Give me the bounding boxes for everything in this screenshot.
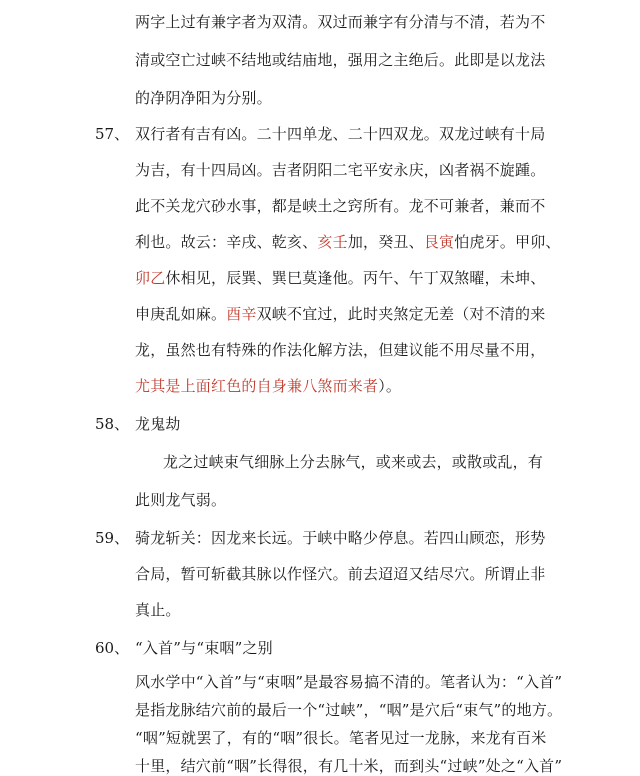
item-60-line-3: “咽”短就罢了，有的“咽”很长。笔者见过一龙脉，来龙有百米 [135,729,547,747]
item-57-line-6-a: 申庚乱如麻。 [135,305,227,323]
item-57-line-2: 为吉，有十四局凶。吉者阴阳二宅平安永庆，凶者祸不旋踵。 [135,161,546,179]
item-60-line-4: 十里，结穴前“咽”长得很，有几十米，而到头“过峡”处之“入首” [135,757,563,775]
item-60-line-2: 是指龙脉结穴前的最后一个“过峡”，“咽”是穴后“束气”的地方。 [135,701,563,719]
item-59-line-2: 合局，暂可斩截其脉以作怪穴。前去迢迢又结尽穴。所谓止非 [135,565,546,583]
highlight-hai-ren: 亥壬 [317,233,348,251]
item-57-number: 57、 [95,125,130,143]
item-57-line-5-b: 休相见，辰巽、巽巳莫逢他。丙午、午丁双煞曜，未坤、 [165,269,546,287]
intro-line-1: 两字上过有兼字者为双清。双过而兼字有分清与不清，若为不 [135,13,546,31]
item-57-line-4-b: 加，癸丑、 [347,233,424,251]
intro-line-3: 的净阴净阳为分别。 [135,89,272,107]
highlight-you-xin: 酉辛 [226,305,257,323]
item-58-line-2: 此则龙气弱。 [135,491,227,509]
item-60-title: “入首”与“束咽”之别 [135,639,273,657]
item-57-line-6-b: 双峡不宜过，此时夹煞定无差（对不清的来 [256,305,546,323]
item-57-line-8 [135,376,401,396]
item-59-line-3: 真止。 [135,601,181,619]
item-57-line-3: 此不关龙穴砂水事，都是峡土之窍所有。龙不可兼者，兼而不 [135,197,546,215]
item-57-line-4-c: 怕虎牙。甲卯、 [454,233,561,251]
item-57-line-7: 龙，虽然也有特殊的作法化解方法，但建议能不用尽量不用， [135,341,546,359]
item-57-line-6 [135,304,545,324]
item-57-line-1: 双行者有吉有凶。二十四单龙、二十四双龙。双龙过峡有十局 [135,125,546,143]
item-58-line-1: 龙之过峡束气细脉上分去脉气，或来或去，或散或乱，有 [163,453,544,471]
highlight-mao-yi: 卯乙 [135,269,166,287]
item-60-line-1: 风水学中“入首”与“束咽”是最容易搞不清的。笔者认为：“入首” [135,673,563,691]
item-59-line-1: 骑龙斩关：因龙来长远。于峡中略少停息。若四山顾恋，形势 [135,529,546,547]
item-57-line-8-b: ）。 [378,377,402,395]
highlight-note: 尤其是上面红色的自身兼八煞而来者 [135,377,379,395]
item-60-number: 60、 [95,639,130,657]
highlight-gen-yin: 艮寅 [423,233,455,251]
item-58-number: 58、 [95,415,130,433]
item-58-title: 龙鬼劫 [135,415,181,433]
intro-line-2: 清或空亡过峡不结地或结庙地，强用之主绝后。此即是以龙法 [135,51,546,69]
item-57-line-4 [135,232,561,252]
item-57-line-5 [135,268,545,288]
item-57-line-4-a: 利也。故云：辛戌、乾亥、 [135,233,318,251]
item-59-number: 59、 [95,529,130,547]
